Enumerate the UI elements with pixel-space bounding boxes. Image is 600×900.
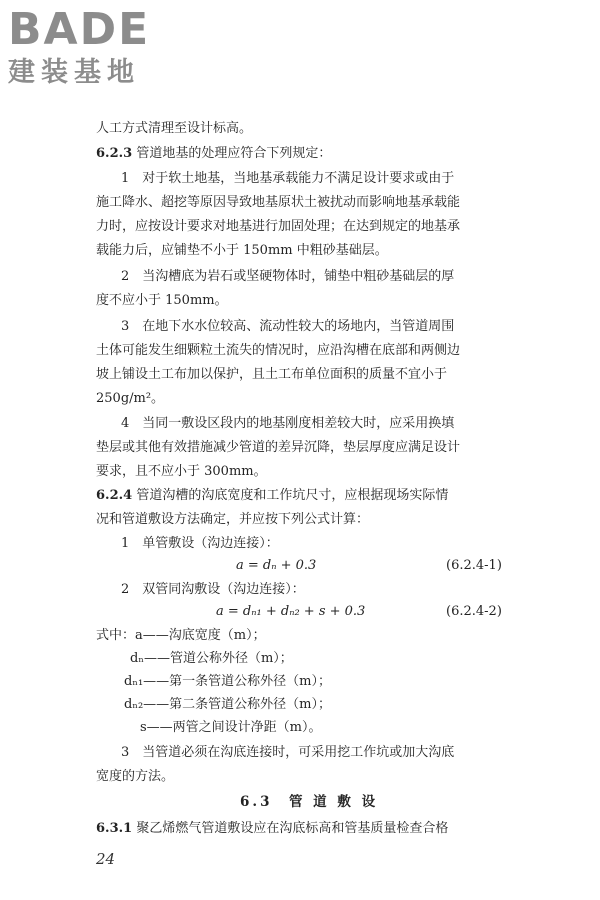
text-line: 1 单管敷设（沟边连接）： [121,536,279,551]
text-line: 3 在地下水水位较高、流动性较大的场地内，当管道周围 [121,319,455,334]
text-line: 坡上铺设土工布加以保护，且土工布单位面积的质量不宜小于 [96,367,448,382]
text-line: 载能力后，应铺垫不小于 150mm 中粗砂基础层。 [96,243,388,258]
definition-line: 式中：a——沟底宽度（m）； [96,628,266,643]
clause-text: 管道地基的处理应符合下列规定： [136,146,332,161]
text-line: 施工降水、超挖等原因导致地基原状土被扰动而影响地基承载能 [96,195,461,210]
logo-subtitle: 建装基地 [8,57,140,88]
text-line: 况和管道敷设方法确定，并应按下列公式计算： [96,512,370,527]
section-title: 6.3 管 道 敷 设 [240,794,379,810]
clause-heading [96,487,448,505]
text-line: 土体可能发生细颗粒土流失的情况时，应沿沟槽在底部和两侧边 [96,343,461,358]
text-line: 度不应小于 150mm。 [96,293,228,308]
clause-number: 6.3.1 [96,821,133,836]
text-line: 3 当管道必须在沟底连接时，可采用挖工作坑或加大沟底 [121,745,455,760]
page-number: 24 [96,850,116,868]
text-line: 1 对于软土地基，当地基承载能力不满足设计要求或由于 [121,171,455,186]
text-line: 垫层或其他有效措施减少管道的差异沉降，垫层厚度应满足设计 [96,440,461,455]
text-line: 250g/m²。 [96,391,165,406]
text-line: 要求，且不应小于 300mm。 [96,464,267,479]
formula: a = dₙ₁ + dₙ₂ + s + 0.3 [216,604,366,619]
formula: a = dₙ + 0.3 [236,558,317,573]
text-line: 2 双管同沟敷设（沟边连接）： [121,582,305,597]
clause-heading [96,145,331,163]
clause-text: 聚乙烯燃气管道敷设应在沟底标高和管基质量检查合格 [136,821,449,836]
definition-line: dₙ₂——第二条管道公称外径（m）； [124,697,331,712]
definition-line: dₙ₁——第一条管道公称外径（m）； [124,674,331,689]
text-line: 人工方式清理至设计标高。 [96,121,253,136]
clause-number: 6.2.4 [96,488,133,503]
definition-line: s——两管之间设计净距（m）。 [140,720,322,735]
text-line: 2 当沟槽底为岩石或坚硬物体时，铺垫中粗砂基础层的厚 [121,269,455,284]
clause-heading [96,820,448,838]
clause-number: 6.2.3 [96,146,133,161]
clause-text: 管道沟槽的沟底宽度和工作坑尺寸，应根据现场实际情 [136,488,449,503]
logo-wordmark: BADE [8,4,151,55]
equation-number: (6.2.4-1) [446,558,502,573]
text-line: 力时，应按设计要求对地基进行加固处理；在达到规定的地基承 [96,219,461,234]
text-line: 宽度的方法。 [96,769,175,784]
equation-number: (6.2.4-2) [446,604,502,619]
definition-line: dₙ——管道公称外径（m）； [130,651,293,666]
text-line: 4 当同一敷设区段内的地基刚度相差较大时，应采用换填 [121,416,455,431]
